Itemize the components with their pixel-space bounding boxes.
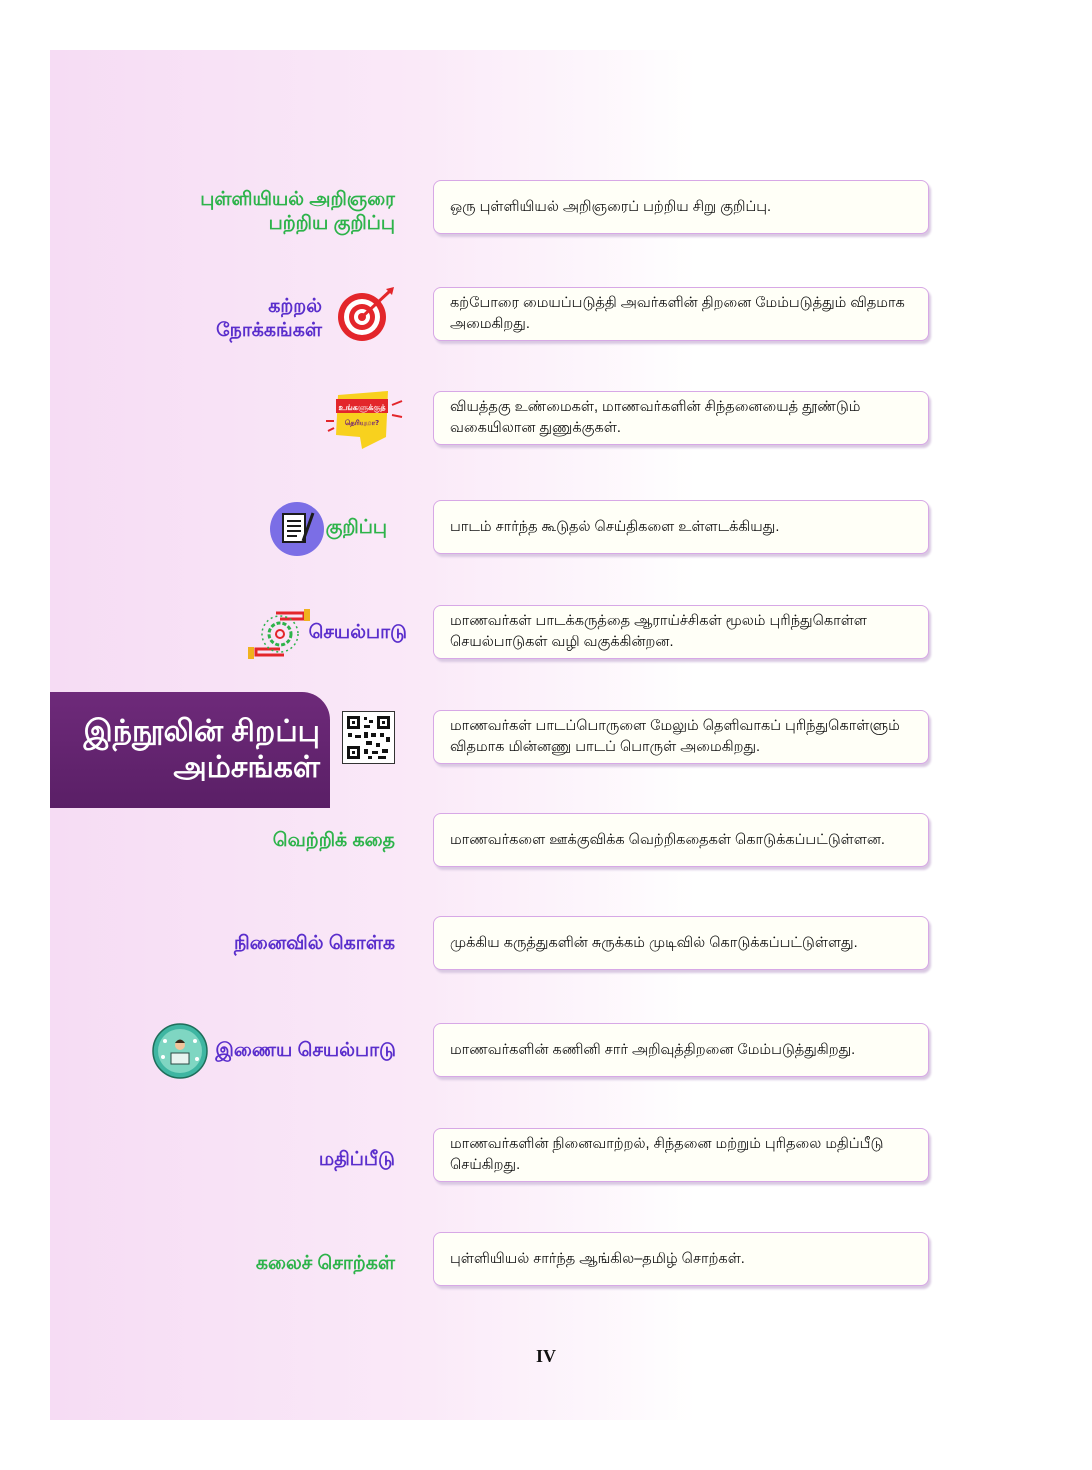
activity-gear-icon bbox=[246, 605, 314, 663]
feature-label: நினைவில் கொள்க bbox=[234, 933, 395, 954]
qr-code-icon bbox=[342, 711, 395, 764]
feature-description: புள்ளியியல் சார்ந்த ஆங்கில–தமிழ் சொற்கள். bbox=[433, 1232, 929, 1286]
feature-description: ஒரு புள்ளியியல் அறிஞரைப் பற்றிய சிறு குறிப்பு. bbox=[433, 180, 929, 234]
section-title-banner: இந்நூலின் சிறப்பு அம்சங்கள் bbox=[50, 692, 330, 808]
feature-label: இணைய செயல்பாடு bbox=[215, 1040, 396, 1061]
feature-row-ict bbox=[0, 1023, 1092, 1079]
feature-row-do-you-know bbox=[0, 391, 1092, 447]
feature-row-evaluation bbox=[0, 1128, 1092, 1184]
feature-label: குறிப்பு bbox=[325, 517, 387, 538]
feature-description: மாணவர்களின் நினைவாற்றல், சிந்தனை மற்றும் புரிதலை மதிப்பீடு செய்கிறது. bbox=[433, 1128, 929, 1182]
ict-icon bbox=[151, 1023, 209, 1079]
feature-row-note bbox=[0, 500, 1092, 556]
svg-text:தெரியுமா?: தெரியுமா? bbox=[344, 419, 380, 427]
feature-description: வியத்தகு உண்மைகள், மாணவர்களின் சிந்தனையைத் தூண்டும் வகையிலான துணுக்குகள். bbox=[433, 391, 929, 445]
feature-row-glossary bbox=[0, 1232, 1092, 1288]
feature-row-activity bbox=[0, 605, 1092, 661]
feature-label: புள்ளியியல் அறிஞரை பற்றிய குறிப்பு bbox=[200, 189, 395, 234]
feature-description: மாணவர்கள் பாடப்பொருளை மேலும் தெளிவாகப் புரிந்துகொள்ளும் விதமாக மின்னணு பாடப் பொருள் அமைகிறது. bbox=[433, 710, 929, 764]
feature-description: கற்போரை மையப்படுத்தி அவர்களின் திறனை மேம்படுத்தும் விதமாக அமைகிறது. bbox=[433, 287, 929, 341]
feature-row-success-story bbox=[0, 813, 1092, 869]
target-icon bbox=[336, 287, 396, 343]
feature-label: செயல்பாடு bbox=[308, 622, 407, 643]
svg-text:உங்களுக்குத்: உங்களுக்குத் bbox=[338, 403, 386, 412]
feature-description: மாணவர்கள் பாடக்கருத்தை ஆராய்ச்சிகள் மூலம் புரிந்துகொள்ள செயல்பாடுகள் வழி வகுக்கின்றன. bbox=[433, 605, 929, 659]
feature-row-e-content bbox=[0, 710, 1092, 766]
feature-row-learning-objectives bbox=[0, 287, 1092, 343]
feature-description: மாணவர்களை ஊக்குவிக்க வெற்றிகதைகள் கொடுக்கப்பட்டுள்ளன. bbox=[433, 813, 929, 867]
page-number: IV bbox=[535, 1346, 556, 1366]
feature-label: வெற்றிக் கதை bbox=[272, 830, 395, 851]
feature-label: கற்றல் நோக்கங்கள் bbox=[216, 296, 322, 341]
feature-label: கலைச் சொற்கள் bbox=[255, 1253, 395, 1274]
feature-description: முக்கிய கருத்துகளின் சுருக்கம் முடிவில் கொடுக்கப்பட்டுள்ளது. bbox=[433, 916, 929, 970]
note-icon bbox=[269, 501, 325, 557]
feature-description: பாடம் சார்ந்த கூடுதல் செய்திகளை உள்ளடக்கியது. bbox=[433, 500, 929, 554]
feature-row-remember bbox=[0, 916, 1092, 972]
do-you-know-badge-icon bbox=[322, 391, 406, 453]
feature-row-scholar bbox=[0, 180, 1092, 236]
feature-label: மதிப்பீடு bbox=[318, 1149, 395, 1170]
feature-description: மாணவர்களின் கணினி சார் அறிவுத்திறனை மேம்படுத்துகிறது. bbox=[433, 1023, 929, 1077]
